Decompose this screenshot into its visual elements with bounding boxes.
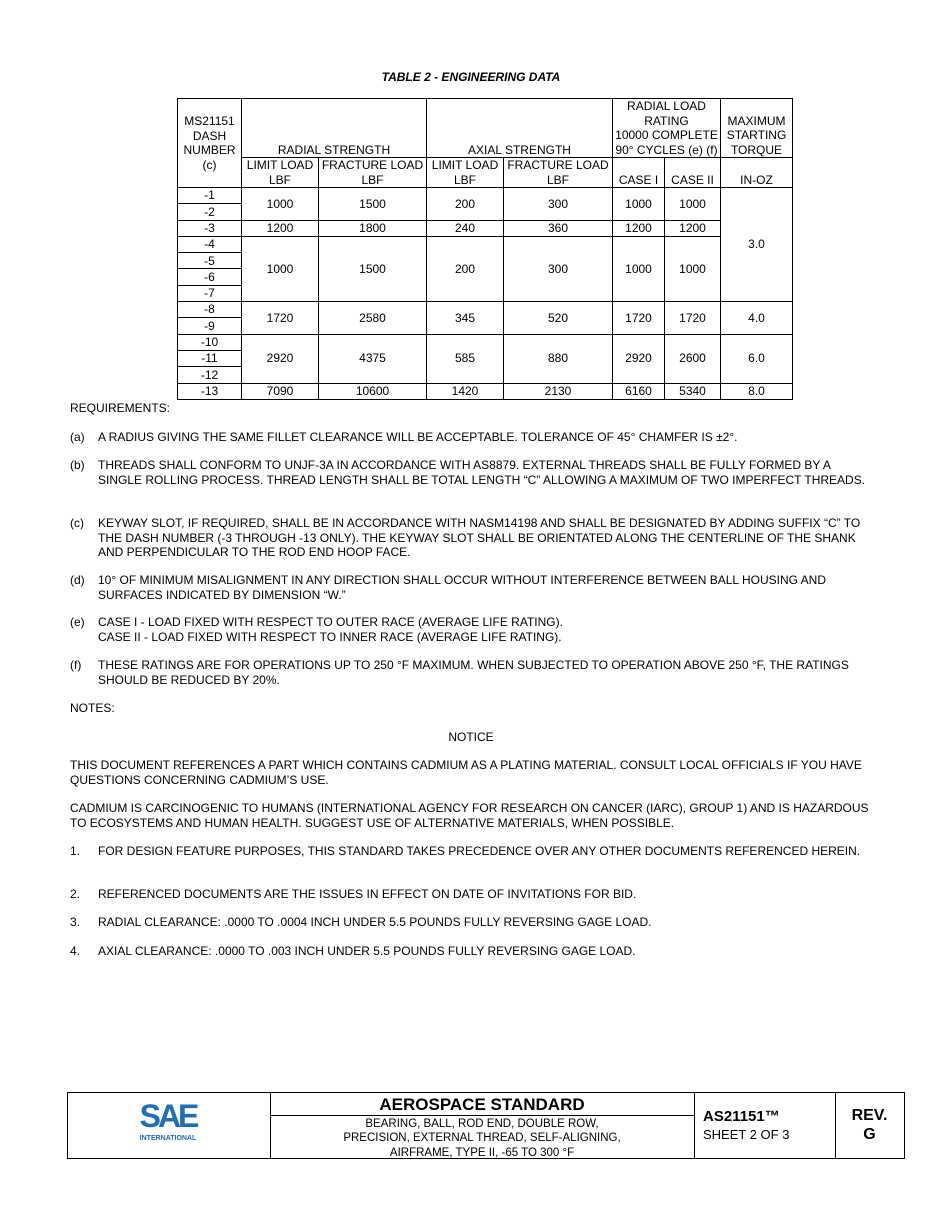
sae-logo: [68, 1093, 271, 1158]
radial-fracture-cell: 10600: [319, 383, 427, 399]
requirement-text: A RADIUS GIVING THE SAME FILLET CLEARANCE WILL BE ACCEPTABLE. TOLERANCE OF 45° CHAMFER IS ±2°.: [98, 430, 738, 444]
radial-limit-cell: 7090: [242, 383, 319, 399]
axial-fracture-cell: 2130: [504, 383, 613, 399]
axial-limit-cell: 200: [427, 236, 504, 301]
case1-cell: 2920: [613, 334, 665, 383]
dash-cell: -6: [178, 269, 242, 285]
revision-value: G: [863, 1126, 876, 1143]
sae-logo-mark: SAE: [139, 1098, 197, 1134]
dash-cell: -7: [178, 285, 242, 301]
note-text: RADIAL CLEARANCE: .0000 TO .0004 INCH UNDER 5.5 POUNDS FULLY REVERSING GAGE LOAD.: [98, 915, 652, 929]
requirements-heading: REQUIREMENTS:: [70, 401, 171, 415]
radial-limit-cell: 1200: [242, 220, 319, 236]
case2-cell: 1720: [665, 302, 721, 335]
case2-cell: 1000: [665, 188, 721, 221]
case2-cell: 5340: [665, 383, 721, 399]
subheader-in-oz: IN-OZ: [721, 158, 793, 188]
header-axial-strength: AXIAL STRENGTH: [427, 99, 613, 158]
radial-fracture-cell: 1500: [319, 188, 427, 221]
requirement-label: (e): [70, 615, 85, 629]
requirement-text: THREADS SHALL CONFORM TO UNJF-3A IN ACCORDANCE WITH AS8879. EXTERNAL THREADS SHALL BE FULLY FORMED BY A SINGLE ROLLING PROCESS. THREAD LENGTH SHALL BE TOTAL LENGTH “C” ALLOWING A MAXIMUM OF TWO IMPERFECT THREADS.: [98, 458, 866, 487]
dash-cell: -3: [178, 220, 242, 236]
subheader-case-2: CASE II: [665, 158, 721, 188]
document-number: AS21151™: [703, 1108, 780, 1125]
radial-fracture-cell: 1500: [319, 236, 427, 301]
header-radial-load-rating: RADIAL LOAD RATING 10000 COMPLETE 90° CYCLES (e) (f): [613, 99, 721, 158]
torque-cell: 6.0: [721, 334, 793, 383]
dash-cell: -4: [178, 236, 242, 252]
axial-limit-cell: 585: [427, 334, 504, 383]
case1-cell: 1000: [613, 188, 665, 221]
table-title: TABLE 2 - ENGINEERING DATA: [381, 70, 561, 84]
notes-heading: NOTES:: [70, 701, 115, 715]
requirement-text: [98, 615, 870, 644]
requirement-label: (b): [70, 458, 85, 472]
subtitle-line: BEARING, BALL, ROD END, DOUBLE ROW,: [365, 1118, 599, 1130]
subheader-case-1: CASE I: [613, 158, 665, 188]
axial-limit-cell: 240: [427, 220, 504, 236]
standard-heading: AEROSPACE STANDARD: [270, 1093, 694, 1116]
note-text: REFERENCED DOCUMENTS ARE THE ISSUES IN EFFECT ON DATE OF INVITATIONS FOR BID.: [98, 887, 637, 901]
axial-limit-cell: 345: [427, 302, 504, 335]
torque-cell: 4.0: [721, 302, 793, 335]
dash-cell: -9: [178, 318, 242, 334]
axial-fracture-cell: 520: [504, 302, 613, 335]
requirement-e-line-2: CASE II - LOAD FIXED WITH RESPECT TO INNER RACE (AVERAGE LIFE RATING).: [98, 629, 562, 644]
sae-logo-icon: [68, 1093, 270, 1158]
note-label: 4.: [70, 944, 81, 958]
radial-limit-cell: 2920: [242, 334, 319, 383]
requirement-label: (a): [70, 430, 85, 444]
note-label: 2.: [70, 887, 81, 901]
header-dash-number: MS21151 DASH NUMBER (c): [178, 99, 242, 188]
dash-cell: -10: [178, 334, 242, 350]
subheader-radial-fracture: FRACTURE LOAD LBF: [319, 158, 427, 188]
requirement-label: (f): [70, 658, 82, 672]
case2-cell: 2600: [665, 334, 721, 383]
sheet-number: SHEET 2 OF 3: [703, 1127, 790, 1142]
torque-cell: 3.0: [721, 188, 793, 302]
header-max-torque: MAXIMUM STARTING TORQUE: [721, 99, 793, 158]
title-block: [67, 1092, 905, 1159]
requirement-text: 10° OF MINIMUM MISALIGNMENT IN ANY DIRECTION SHALL OCCUR WITHOUT INTERFERENCE BETWEEN BALL HOUSING AND SURFACES INDICATED BY DIMENSION “W.”: [98, 573, 827, 602]
axial-limit-cell: 1420: [427, 383, 504, 399]
case1-cell: 1000: [613, 236, 665, 301]
dash-cell: -8: [178, 302, 242, 318]
notice-paragraph: THIS DOCUMENT REFERENCES A PART WHICH CONTAINS CADMIUM AS A PLATING MATERIAL. CONSULT LOCAL OFFICIALS IF YOU HAVE QUESTIONS CONCERNING CADMIUM’S USE.: [70, 758, 862, 787]
header-radial-strength: RADIAL STRENGTH: [242, 99, 427, 158]
radial-fracture-cell: 1800: [319, 220, 427, 236]
subheader-radial-limit: LIMIT LOAD LBF: [242, 158, 319, 188]
axial-fracture-cell: 360: [504, 220, 613, 236]
case1-cell: 1720: [613, 302, 665, 335]
notice-heading: NOTICE: [448, 730, 494, 744]
dash-cell: -12: [178, 367, 242, 383]
dash-cell: -2: [178, 204, 242, 220]
requirement-e-line-1: CASE I - LOAD FIXED WITH RESPECT TO OUTER RACE (AVERAGE LIFE RATING).: [98, 615, 563, 629]
radial-fracture-cell: 2580: [319, 302, 427, 335]
requirement-label: (c): [70, 516, 84, 530]
title-block-description: [270, 1093, 695, 1158]
radial-limit-cell: 1000: [242, 236, 319, 301]
torque-cell: 8.0: [721, 383, 793, 399]
note-label: 1.: [70, 844, 81, 858]
revision-block: [835, 1093, 904, 1158]
subtitle-line: AIRFRAME, TYPE II, -65 TO 300 °F: [389, 1146, 575, 1159]
dash-cell: -11: [178, 350, 242, 366]
dash-cell: -1: [178, 188, 242, 204]
radial-limit-cell: 1720: [242, 302, 319, 335]
axial-fracture-cell: 880: [504, 334, 613, 383]
radial-limit-cell: 1000: [242, 188, 319, 221]
radial-fracture-cell: 4375: [319, 334, 427, 383]
note-label: 3.: [70, 915, 81, 929]
subtitle-line: PRECISION, EXTERNAL THREAD, SELF-ALIGNING,: [343, 1132, 621, 1145]
engineering-data-table: [177, 98, 793, 400]
case1-cell: 6160: [613, 383, 665, 399]
standard-subtitle: [270, 1116, 694, 1160]
requirement-text: THESE RATINGS ARE FOR OPERATIONS UP TO 250 °F MAXIMUM. WHEN SUBJECTED TO OPERATION ABOVE 250 °F, THE RATINGS SHOULD BE REDUCED BY 20%.: [98, 658, 849, 687]
case2-cell: 1000: [665, 236, 721, 301]
document-number-block: [694, 1093, 836, 1158]
axial-limit-cell: 200: [427, 188, 504, 221]
revision-label: REV.: [851, 1107, 888, 1124]
dash-cell: -13: [178, 383, 242, 399]
note-text: AXIAL CLEARANCE: .0000 TO .003 INCH UNDER 5.5 POUNDS FULLY REVERSING GAGE LOAD.: [98, 944, 636, 958]
requirement-label: (d): [70, 573, 85, 587]
notice-paragraph: CADMIUM IS CARCINOGENIC TO HUMANS (INTERNATIONAL AGENCY FOR RESEARCH ON CANCER (IARC), GROUP 1) AND IS HAZARDOUS TO ECOSYSTEMS AND HUMAN HEALTH. SUGGEST USE OF ALTERNATIVE MATERIALS, WHEN POSSIBLE.: [70, 801, 869, 830]
dash-cell: -5: [178, 253, 242, 269]
sae-logo-text: INTERNATIONAL: [139, 1135, 197, 1142]
requirement-text: KEYWAY SLOT, IF REQUIRED, SHALL BE IN ACCORDANCE WITH NASM14198 AND SHALL BE DESIGNATED BY ADDING SUFFIX “C” TO THE DASH NUMBER (-3 THROUGH -13 ONLY). THE KEYWAY SLOT SHALL BE ORIENTATED ALONG THE CENTERLINE OF THE SHANK AND PERPENDICULAR TO THE ROD END HOOP FACE.: [98, 516, 861, 559]
axial-fracture-cell: 300: [504, 188, 613, 221]
case1-cell: 1200: [613, 220, 665, 236]
subheader-axial-fracture: FRACTURE LOAD LBF: [504, 158, 613, 188]
axial-fracture-cell: 300: [504, 236, 613, 301]
case2-cell: 1200: [665, 220, 721, 236]
note-text: FOR DESIGN FEATURE PURPOSES, THIS STANDARD TAKES PRECEDENCE OVER ANY OTHER DOCUMENTS REFERENCED HEREIN.: [98, 844, 861, 858]
subheader-axial-limit: LIMIT LOAD LBF: [427, 158, 504, 188]
